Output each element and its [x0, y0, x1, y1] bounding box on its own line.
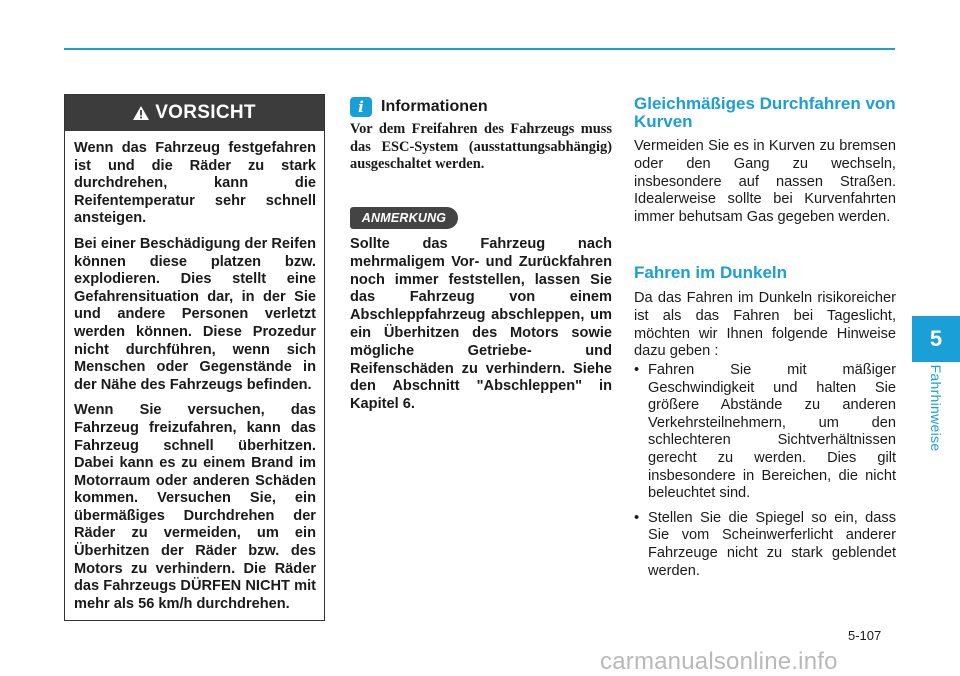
caution-paragraph: Wenn Sie versuchen, das Fahrzeug freizufahren, kann das Fahrzeug schnell überhitzen. Dabei kann es zu einem Brand im Motorraum oder anderen Schäden kommen. Versuchen Sie, ein übermäßiges Durchdrehen der Räder zu vermeiden, um ein Überhitzen der Räder bzw. des Motors zu verhindern. Die Räder das Fahrzeugs DÜRFEN NICHT mit mehr als 56 km/h durchdrehen.: [74, 402, 316, 612]
list-item: • Fahren Sie mit mäßiger Geschwindigkeit und halten Sie größere Abstände zu anderen Verkehrsteilnehmern, um den schlechteren Sichtverhältnissen gerecht zu werden. Dies gilt insbesondere in Bereichen, die nicht beleuchtet sind.: [634, 362, 896, 503]
page-number: 5-107: [848, 628, 882, 643]
dark-intro: Da das Fahren im Dunkeln risikoreicher ist als das Fahren bei Tageslicht, möchten wir Ihnen folgende Hinweise dazu geben :: [634, 290, 896, 360]
curves-text: Vermeiden Sie es in Kurven zu bremsen oder den Gang zu wechseln, insbesondere auf nassen Straßen. Idealerweise sollte bei Kurvenfahrten immer behutsam Gas gegeben werden.: [634, 138, 896, 226]
info-text: Vor dem Freifahren des Fahrzeugs muss das ESC-System (ausstattungsabhängig) ausgeschaltet werden.: [350, 121, 612, 173]
caution-body: [65, 131, 324, 613]
note-badge: ANMERKUNG: [350, 207, 458, 229]
caution-box: [64, 94, 325, 621]
dark-heading: Fahren im Dunkeln: [634, 263, 788, 282]
top-rule: [64, 48, 895, 50]
caution-title: VORSICHT: [155, 102, 256, 123]
chapter-label: Fahrhinweise: [928, 364, 944, 452]
caution-paragraph: Bei einer Beschädigung der Reifen können diese platzen bzw. explodieren. Dies stellt eine Gefahrensituation dar, in der Sie und andere Personen verletzt werden können. Diese Prozedur nicht durchführen, wenn sich Menschen oder Gegenstände in der Nähe des Fahrzeugs befinden.: [74, 235, 316, 393]
list-item: • Stellen Sie die Spiegel so ein, dass Sie vom Scheinwerferlicht anderer Fahrzeuge nicht zu stark geblendet werden.: [634, 510, 896, 580]
chapter-tab: 5: [912, 316, 960, 362]
caution-paragraph: Wenn das Fahrzeug festgefahren ist und die Räder zu stark durchdrehen, kann die Reifentemperatur sehr schnell ansteigen.: [74, 140, 316, 227]
watermark: carmanualsonline.info: [600, 648, 838, 675]
note-text: Sollte das Fahrzeug nach mehrmaligem Vor- und Zurückfahren noch immer feststellen, lassen Sie das Fahrzeug von einem Abschleppfahrzeug abschleppen, um ein Überhitzen des Motors sowie mögliche Getriebe- und Reifenschäden zu verhindern. Siehe den Abschnitt "Abschleppen" in Kapitel 6.: [350, 236, 612, 413]
curves-heading: Gleichmäßiges Durchfahren von Kurven: [634, 94, 896, 131]
caution-header: [65, 95, 324, 131]
info-icon: i: [350, 97, 372, 117]
info-title: Informationen: [381, 98, 488, 115]
info-heading: [350, 97, 488, 117]
dark-bullet-list: [634, 362, 896, 587]
warning-triangle-icon: [133, 106, 149, 120]
